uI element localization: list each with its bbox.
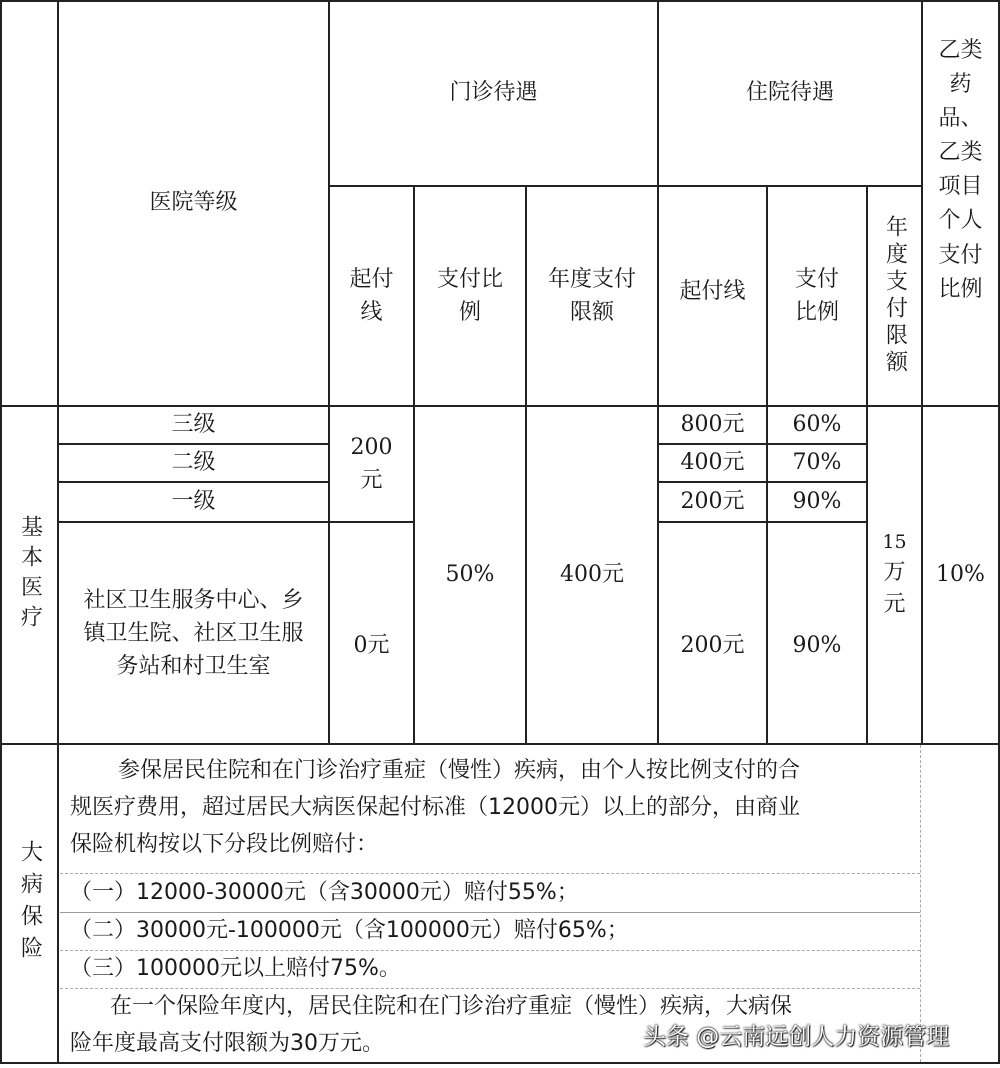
header-hospital-level bbox=[57, 0, 330, 407]
watermark: 头条 @云南远创人力资源管理 bbox=[643, 1024, 950, 1050]
header-class-b-ratio bbox=[921, 0, 1000, 407]
section-basic-medical bbox=[0, 405, 59, 745]
value-text: 60% bbox=[792, 411, 842, 437]
class-b-ratio-value bbox=[921, 405, 1000, 745]
in-ratio-level-1 bbox=[766, 481, 868, 523]
value-text: 元 bbox=[883, 591, 906, 617]
level-label: 三级 bbox=[171, 411, 216, 437]
community-line: 务站和村卫生室 bbox=[116, 653, 271, 679]
header-out-ratio bbox=[413, 185, 527, 407]
header-corner-cell bbox=[0, 0, 59, 407]
in-ratio-line: 比例 bbox=[794, 300, 839, 325]
tier-2 bbox=[70, 912, 920, 949]
section-serious-illness bbox=[0, 743, 59, 1064]
out-limit-line: 年度支付 bbox=[547, 267, 636, 292]
in-deductible-level-1 bbox=[657, 481, 768, 523]
level-label: 二级 bbox=[171, 449, 216, 475]
out-limit-line: 限额 bbox=[569, 300, 614, 325]
class-b-line: 项目 bbox=[938, 174, 983, 200]
intro-line: 保险机构按以下分段比例赔付： bbox=[70, 832, 379, 857]
row-level-3 bbox=[57, 405, 330, 445]
value-text: 400元 bbox=[560, 561, 624, 587]
closing-line: 在一个保险年度内，居民住院和在门诊治疗重症（慢性）疾病，大病保 bbox=[110, 994, 793, 1019]
tier-line: （三）100000元以上赔付75%。 bbox=[70, 956, 401, 981]
value-text: 0元 bbox=[353, 632, 390, 658]
out-deductible-community bbox=[328, 521, 415, 745]
value-text: 10% bbox=[936, 561, 985, 587]
in-deductible-level-3 bbox=[657, 405, 768, 445]
header-out-deductible bbox=[328, 185, 415, 407]
tier-line: （一）12000-30000元（含30000元）赔付55%； bbox=[70, 880, 579, 905]
value-text: 15 bbox=[882, 531, 907, 554]
value-text: 200元 bbox=[680, 632, 745, 658]
out-deductible-line: 线 bbox=[360, 300, 383, 325]
header-inpatient bbox=[657, 0, 923, 187]
serious-illness-label: 大病保险 bbox=[17, 839, 43, 968]
out-annual-limit-value bbox=[525, 405, 659, 745]
out-deductible-line: 起付 bbox=[349, 267, 394, 292]
in-limit-label: 年度支付限额 bbox=[882, 215, 908, 377]
header-out-annual-limit bbox=[525, 185, 659, 407]
serious-illness-intro bbox=[70, 752, 920, 863]
value-text: 90% bbox=[792, 632, 842, 658]
row-level-community bbox=[57, 521, 330, 745]
outpatient-label: 门诊待遇 bbox=[449, 80, 538, 106]
value-text: 50% bbox=[445, 561, 495, 587]
value-text: 200 bbox=[350, 435, 393, 460]
value-text: 万 bbox=[883, 559, 906, 585]
in-ratio-level-3 bbox=[766, 405, 868, 445]
in-deductible-level-2 bbox=[657, 443, 768, 483]
value-text: 400元 bbox=[680, 449, 745, 475]
in-ratio-line: 支付 bbox=[794, 267, 839, 292]
in-ratio-community bbox=[766, 521, 868, 745]
intro-line: 规医疗费用，超过居民大病医保起付标准（12000元）以上的部分，由商业 bbox=[70, 795, 800, 820]
in-deductible-label: 起付线 bbox=[679, 278, 746, 304]
closing-line: 险年度最高支付限额为30万元。 bbox=[70, 1031, 384, 1056]
out-ratio-line: 支付比 bbox=[436, 267, 503, 292]
tier-3 bbox=[70, 950, 920, 987]
value-text: 元 bbox=[360, 468, 383, 493]
value-text: 800元 bbox=[680, 411, 745, 437]
out-deductible-hospital bbox=[328, 405, 415, 523]
value-text: 200元 bbox=[680, 488, 745, 514]
inpatient-label: 住院待遇 bbox=[745, 80, 834, 106]
row-level-2 bbox=[57, 443, 330, 483]
header-in-ratio bbox=[766, 185, 868, 407]
class-b-line: 药 bbox=[949, 72, 972, 98]
header-outpatient bbox=[328, 0, 659, 187]
value-text: 70% bbox=[792, 449, 842, 475]
out-ratio-line: 例 bbox=[458, 300, 481, 325]
row-level-1 bbox=[57, 481, 330, 523]
header-in-annual-limit bbox=[866, 185, 923, 407]
class-b-line: 乙类 bbox=[938, 140, 983, 166]
community-line: 镇卫生院、社区卫生服 bbox=[83, 620, 304, 646]
basic-medical-label: 基本医疗 bbox=[17, 515, 43, 635]
value-text: 90% bbox=[792, 488, 842, 514]
class-b-line: 个人 bbox=[938, 208, 983, 234]
class-b-line: 品、 bbox=[938, 106, 983, 132]
hospital-level-label: 医院等级 bbox=[149, 190, 238, 216]
tier-line: （二）30000元-100000元（含100000元）赔付65%； bbox=[70, 918, 629, 943]
header-in-deductible bbox=[657, 185, 768, 407]
in-ratio-level-2 bbox=[766, 443, 868, 483]
in-deductible-community bbox=[657, 521, 768, 745]
class-b-line: 比例 bbox=[938, 276, 983, 302]
tier-1 bbox=[70, 874, 920, 911]
in-annual-limit-value bbox=[866, 405, 923, 745]
column-divider bbox=[920, 745, 921, 1062]
class-b-line: 支付 bbox=[938, 242, 983, 268]
level-label: 一级 bbox=[171, 488, 216, 514]
class-b-line: 乙类 bbox=[938, 38, 983, 63]
community-line: 社区卫生服务中心、乡 bbox=[83, 587, 304, 613]
intro-line: 参保居民住院和在门诊治疗重症（慢性）疾病，由个人按比例支付的合 bbox=[118, 758, 801, 783]
out-ratio-value bbox=[413, 405, 527, 745]
